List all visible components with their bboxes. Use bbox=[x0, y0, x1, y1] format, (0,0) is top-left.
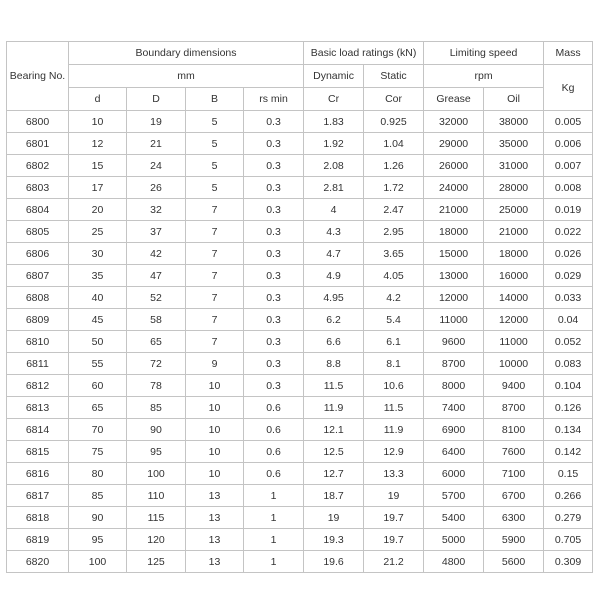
cell-oil-speed: 38000 bbox=[484, 111, 544, 133]
header-mass: Mass bbox=[544, 42, 593, 65]
header-boundary-unit: mm bbox=[69, 65, 304, 88]
cell-rs-min: 0.3 bbox=[244, 221, 304, 243]
header-limiting-speed: Limiting speed bbox=[424, 42, 544, 65]
cell-mass: 0.279 bbox=[544, 507, 593, 529]
cell-cor: 4.2 bbox=[364, 287, 424, 309]
cell-grease-speed: 15000 bbox=[424, 243, 484, 265]
cell-oil-speed: 7600 bbox=[484, 441, 544, 463]
cell-cr: 4.9 bbox=[304, 265, 364, 287]
cell-B: 10 bbox=[186, 375, 244, 397]
cell-B: 13 bbox=[186, 551, 244, 573]
cell-grease-speed: 21000 bbox=[424, 199, 484, 221]
cell-cor: 5.4 bbox=[364, 309, 424, 331]
cell-bearing-no: 6812 bbox=[7, 375, 69, 397]
table-row bbox=[7, 133, 593, 155]
cell-bearing-no: 6806 bbox=[7, 243, 69, 265]
cell-D: 37 bbox=[127, 221, 186, 243]
table-row bbox=[7, 221, 593, 243]
header-D: D bbox=[127, 88, 186, 111]
cell-d: 45 bbox=[69, 309, 127, 331]
cell-cr: 19 bbox=[304, 507, 364, 529]
cell-bearing-no: 6800 bbox=[7, 111, 69, 133]
cell-rs-min: 1 bbox=[244, 551, 304, 573]
cell-oil-speed: 8700 bbox=[484, 397, 544, 419]
cell-cor: 1.72 bbox=[364, 177, 424, 199]
cell-bearing-no: 6805 bbox=[7, 221, 69, 243]
cell-D: 24 bbox=[127, 155, 186, 177]
cell-B: 7 bbox=[186, 199, 244, 221]
table-row bbox=[7, 111, 593, 133]
cell-D: 125 bbox=[127, 551, 186, 573]
cell-mass: 0.142 bbox=[544, 441, 593, 463]
cell-grease-speed: 13000 bbox=[424, 265, 484, 287]
header-bearing-no: Bearing No. bbox=[7, 42, 69, 111]
cell-bearing-no: 6804 bbox=[7, 199, 69, 221]
cell-rs-min: 0.3 bbox=[244, 265, 304, 287]
cell-cr: 19.6 bbox=[304, 551, 364, 573]
cell-grease-speed: 4800 bbox=[424, 551, 484, 573]
cell-oil-speed: 31000 bbox=[484, 155, 544, 177]
cell-cor: 4.05 bbox=[364, 265, 424, 287]
table-row bbox=[7, 441, 593, 463]
cell-rs-min: 0.3 bbox=[244, 243, 304, 265]
cell-oil-speed: 5900 bbox=[484, 529, 544, 551]
cell-B: 7 bbox=[186, 265, 244, 287]
cell-mass: 0.033 bbox=[544, 287, 593, 309]
cell-D: 58 bbox=[127, 309, 186, 331]
cell-rs-min: 1 bbox=[244, 485, 304, 507]
cell-oil-speed: 16000 bbox=[484, 265, 544, 287]
cell-bearing-no: 6811 bbox=[7, 353, 69, 375]
cell-oil-speed: 21000 bbox=[484, 221, 544, 243]
cell-cor: 11.9 bbox=[364, 419, 424, 441]
cell-rs-min: 0.3 bbox=[244, 309, 304, 331]
cell-bearing-no: 6802 bbox=[7, 155, 69, 177]
cell-cr: 4.95 bbox=[304, 287, 364, 309]
header-cr: Cr bbox=[304, 88, 364, 111]
header-load-ratings: Basic load ratings (kN) bbox=[304, 42, 424, 65]
cell-bearing-no: 6820 bbox=[7, 551, 69, 573]
cell-grease-speed: 6000 bbox=[424, 463, 484, 485]
header-speed-unit: rpm bbox=[424, 65, 544, 88]
cell-cor: 6.1 bbox=[364, 331, 424, 353]
table-header bbox=[7, 42, 593, 111]
cell-cr: 4 bbox=[304, 199, 364, 221]
cell-D: 85 bbox=[127, 397, 186, 419]
cell-d: 30 bbox=[69, 243, 127, 265]
table-row bbox=[7, 177, 593, 199]
cell-cr: 12.1 bbox=[304, 419, 364, 441]
cell-bearing-no: 6817 bbox=[7, 485, 69, 507]
table-row bbox=[7, 485, 593, 507]
cell-mass: 0.705 bbox=[544, 529, 593, 551]
cell-d: 100 bbox=[69, 551, 127, 573]
cell-oil-speed: 8100 bbox=[484, 419, 544, 441]
cell-grease-speed: 5700 bbox=[424, 485, 484, 507]
table-row bbox=[7, 155, 593, 177]
cell-B: 9 bbox=[186, 353, 244, 375]
cell-bearing-no: 6819 bbox=[7, 529, 69, 551]
cell-oil-speed: 9400 bbox=[484, 375, 544, 397]
cell-grease-speed: 8700 bbox=[424, 353, 484, 375]
cell-cor: 19 bbox=[364, 485, 424, 507]
cell-mass: 0.007 bbox=[544, 155, 593, 177]
cell-B: 5 bbox=[186, 111, 244, 133]
cell-bearing-no: 6816 bbox=[7, 463, 69, 485]
cell-grease-speed: 5400 bbox=[424, 507, 484, 529]
cell-d: 17 bbox=[69, 177, 127, 199]
header-dynamic: Dynamic bbox=[304, 65, 364, 88]
cell-rs-min: 0.6 bbox=[244, 463, 304, 485]
cell-grease-speed: 6900 bbox=[424, 419, 484, 441]
cell-D: 72 bbox=[127, 353, 186, 375]
cell-cr: 12.5 bbox=[304, 441, 364, 463]
cell-mass: 0.134 bbox=[544, 419, 593, 441]
cell-mass: 0.022 bbox=[544, 221, 593, 243]
table-row bbox=[7, 463, 593, 485]
cell-bearing-no: 6810 bbox=[7, 331, 69, 353]
table-row bbox=[7, 397, 593, 419]
cell-d: 50 bbox=[69, 331, 127, 353]
cell-cor: 2.47 bbox=[364, 199, 424, 221]
cell-D: 21 bbox=[127, 133, 186, 155]
cell-oil-speed: 25000 bbox=[484, 199, 544, 221]
cell-D: 52 bbox=[127, 287, 186, 309]
header-boundary-dimensions: Boundary dimensions bbox=[69, 42, 304, 65]
cell-rs-min: 0.3 bbox=[244, 375, 304, 397]
cell-rs-min: 0.3 bbox=[244, 199, 304, 221]
cell-grease-speed: 32000 bbox=[424, 111, 484, 133]
cell-d: 90 bbox=[69, 507, 127, 529]
cell-grease-speed: 12000 bbox=[424, 287, 484, 309]
cell-bearing-no: 6815 bbox=[7, 441, 69, 463]
cell-rs-min: 0.3 bbox=[244, 353, 304, 375]
cell-oil-speed: 7100 bbox=[484, 463, 544, 485]
cell-mass: 0.15 bbox=[544, 463, 593, 485]
cell-cor: 3.65 bbox=[364, 243, 424, 265]
cell-cr: 6.2 bbox=[304, 309, 364, 331]
cell-bearing-no: 6813 bbox=[7, 397, 69, 419]
cell-mass: 0.04 bbox=[544, 309, 593, 331]
cell-oil-speed: 14000 bbox=[484, 287, 544, 309]
cell-cor: 19.7 bbox=[364, 507, 424, 529]
cell-grease-speed: 9600 bbox=[424, 331, 484, 353]
cell-oil-speed: 18000 bbox=[484, 243, 544, 265]
cell-oil-speed: 35000 bbox=[484, 133, 544, 155]
cell-oil-speed: 5600 bbox=[484, 551, 544, 573]
header-static: Static bbox=[364, 65, 424, 88]
cell-B: 7 bbox=[186, 243, 244, 265]
cell-D: 115 bbox=[127, 507, 186, 529]
cell-oil-speed: 6300 bbox=[484, 507, 544, 529]
header-cor: Cor bbox=[364, 88, 424, 111]
header-grease: Grease bbox=[424, 88, 484, 111]
cell-mass: 0.126 bbox=[544, 397, 593, 419]
cell-bearing-no: 6808 bbox=[7, 287, 69, 309]
cell-mass: 0.309 bbox=[544, 551, 593, 573]
cell-d: 70 bbox=[69, 419, 127, 441]
cell-B: 13 bbox=[186, 529, 244, 551]
cell-mass: 0.026 bbox=[544, 243, 593, 265]
cell-B: 5 bbox=[186, 133, 244, 155]
cell-cr: 1.83 bbox=[304, 111, 364, 133]
table-row bbox=[7, 353, 593, 375]
cell-D: 19 bbox=[127, 111, 186, 133]
cell-d: 35 bbox=[69, 265, 127, 287]
table-row bbox=[7, 199, 593, 221]
cell-rs-min: 0.6 bbox=[244, 441, 304, 463]
table-row bbox=[7, 287, 593, 309]
cell-cr: 2.08 bbox=[304, 155, 364, 177]
cell-rs-min: 0.3 bbox=[244, 177, 304, 199]
cell-d: 85 bbox=[69, 485, 127, 507]
table-body bbox=[7, 111, 593, 573]
cell-mass: 0.104 bbox=[544, 375, 593, 397]
cell-grease-speed: 7400 bbox=[424, 397, 484, 419]
cell-cor: 11.5 bbox=[364, 397, 424, 419]
cell-B: 13 bbox=[186, 485, 244, 507]
cell-grease-speed: 11000 bbox=[424, 309, 484, 331]
cell-mass: 0.052 bbox=[544, 331, 593, 353]
cell-oil-speed: 6700 bbox=[484, 485, 544, 507]
cell-rs-min: 0.3 bbox=[244, 133, 304, 155]
cell-oil-speed: 28000 bbox=[484, 177, 544, 199]
cell-cr: 8.8 bbox=[304, 353, 364, 375]
cell-D: 95 bbox=[127, 441, 186, 463]
cell-oil-speed: 12000 bbox=[484, 309, 544, 331]
header-rs-min: rs min bbox=[244, 88, 304, 111]
table-row bbox=[7, 551, 593, 573]
cell-grease-speed: 29000 bbox=[424, 133, 484, 155]
cell-d: 20 bbox=[69, 199, 127, 221]
cell-B: 7 bbox=[186, 287, 244, 309]
cell-D: 90 bbox=[127, 419, 186, 441]
cell-rs-min: 0.3 bbox=[244, 287, 304, 309]
cell-cr: 18.7 bbox=[304, 485, 364, 507]
table-row bbox=[7, 375, 593, 397]
cell-rs-min: 0.3 bbox=[244, 331, 304, 353]
cell-grease-speed: 5000 bbox=[424, 529, 484, 551]
cell-cr: 6.6 bbox=[304, 331, 364, 353]
header-oil: Oil bbox=[484, 88, 544, 111]
cell-B: 10 bbox=[186, 397, 244, 419]
cell-B: 10 bbox=[186, 419, 244, 441]
cell-D: 42 bbox=[127, 243, 186, 265]
cell-cor: 1.04 bbox=[364, 133, 424, 155]
cell-bearing-no: 6818 bbox=[7, 507, 69, 529]
cell-B: 10 bbox=[186, 463, 244, 485]
cell-grease-speed: 24000 bbox=[424, 177, 484, 199]
cell-D: 78 bbox=[127, 375, 186, 397]
cell-bearing-no: 6801 bbox=[7, 133, 69, 155]
cell-B: 5 bbox=[186, 155, 244, 177]
cell-bearing-no: 6814 bbox=[7, 419, 69, 441]
cell-cor: 12.9 bbox=[364, 441, 424, 463]
cell-cr: 11.5 bbox=[304, 375, 364, 397]
cell-mass: 0.006 bbox=[544, 133, 593, 155]
table-row bbox=[7, 529, 593, 551]
cell-oil-speed: 11000 bbox=[484, 331, 544, 353]
cell-d: 40 bbox=[69, 287, 127, 309]
cell-d: 60 bbox=[69, 375, 127, 397]
cell-mass: 0.266 bbox=[544, 485, 593, 507]
table-row bbox=[7, 419, 593, 441]
cell-bearing-no: 6809 bbox=[7, 309, 69, 331]
cell-cor: 1.26 bbox=[364, 155, 424, 177]
table-row bbox=[7, 243, 593, 265]
cell-D: 100 bbox=[127, 463, 186, 485]
cell-D: 32 bbox=[127, 199, 186, 221]
cell-B: 7 bbox=[186, 331, 244, 353]
cell-d: 65 bbox=[69, 397, 127, 419]
cell-cor: 10.6 bbox=[364, 375, 424, 397]
bearing-spec-table bbox=[6, 41, 593, 573]
cell-mass: 0.083 bbox=[544, 353, 593, 375]
cell-D: 120 bbox=[127, 529, 186, 551]
cell-cr: 2.81 bbox=[304, 177, 364, 199]
cell-cr: 4.3 bbox=[304, 221, 364, 243]
cell-cor: 0.925 bbox=[364, 111, 424, 133]
table-row bbox=[7, 265, 593, 287]
cell-B: 13 bbox=[186, 507, 244, 529]
table-row bbox=[7, 331, 593, 353]
header-d: d bbox=[69, 88, 127, 111]
cell-rs-min: 0.6 bbox=[244, 397, 304, 419]
cell-D: 26 bbox=[127, 177, 186, 199]
cell-rs-min: 1 bbox=[244, 529, 304, 551]
cell-mass: 0.029 bbox=[544, 265, 593, 287]
cell-cr: 4.7 bbox=[304, 243, 364, 265]
cell-d: 15 bbox=[69, 155, 127, 177]
cell-d: 75 bbox=[69, 441, 127, 463]
cell-d: 25 bbox=[69, 221, 127, 243]
cell-cor: 2.95 bbox=[364, 221, 424, 243]
cell-cr: 11.9 bbox=[304, 397, 364, 419]
cell-bearing-no: 6803 bbox=[7, 177, 69, 199]
cell-d: 95 bbox=[69, 529, 127, 551]
cell-mass: 0.019 bbox=[544, 199, 593, 221]
cell-rs-min: 1 bbox=[244, 507, 304, 529]
cell-cor: 19.7 bbox=[364, 529, 424, 551]
header-mass-unit: Kg bbox=[544, 65, 593, 111]
table-row bbox=[7, 309, 593, 331]
cell-D: 110 bbox=[127, 485, 186, 507]
cell-cr: 1.92 bbox=[304, 133, 364, 155]
cell-grease-speed: 6400 bbox=[424, 441, 484, 463]
cell-d: 12 bbox=[69, 133, 127, 155]
cell-cor: 13.3 bbox=[364, 463, 424, 485]
cell-D: 47 bbox=[127, 265, 186, 287]
cell-grease-speed: 26000 bbox=[424, 155, 484, 177]
cell-mass: 0.005 bbox=[544, 111, 593, 133]
cell-bearing-no: 6807 bbox=[7, 265, 69, 287]
cell-D: 65 bbox=[127, 331, 186, 353]
cell-oil-speed: 10000 bbox=[484, 353, 544, 375]
cell-d: 10 bbox=[69, 111, 127, 133]
cell-grease-speed: 8000 bbox=[424, 375, 484, 397]
cell-grease-speed: 18000 bbox=[424, 221, 484, 243]
cell-rs-min: 0.6 bbox=[244, 419, 304, 441]
table-row bbox=[7, 507, 593, 529]
cell-cr: 12.7 bbox=[304, 463, 364, 485]
cell-rs-min: 0.3 bbox=[244, 155, 304, 177]
cell-mass: 0.008 bbox=[544, 177, 593, 199]
cell-rs-min: 0.3 bbox=[244, 111, 304, 133]
cell-d: 80 bbox=[69, 463, 127, 485]
cell-cr: 19.3 bbox=[304, 529, 364, 551]
cell-cor: 8.1 bbox=[364, 353, 424, 375]
cell-cor: 21.2 bbox=[364, 551, 424, 573]
cell-d: 55 bbox=[69, 353, 127, 375]
cell-B: 7 bbox=[186, 221, 244, 243]
cell-B: 10 bbox=[186, 441, 244, 463]
header-B: B bbox=[186, 88, 244, 111]
cell-B: 5 bbox=[186, 177, 244, 199]
cell-B: 7 bbox=[186, 309, 244, 331]
